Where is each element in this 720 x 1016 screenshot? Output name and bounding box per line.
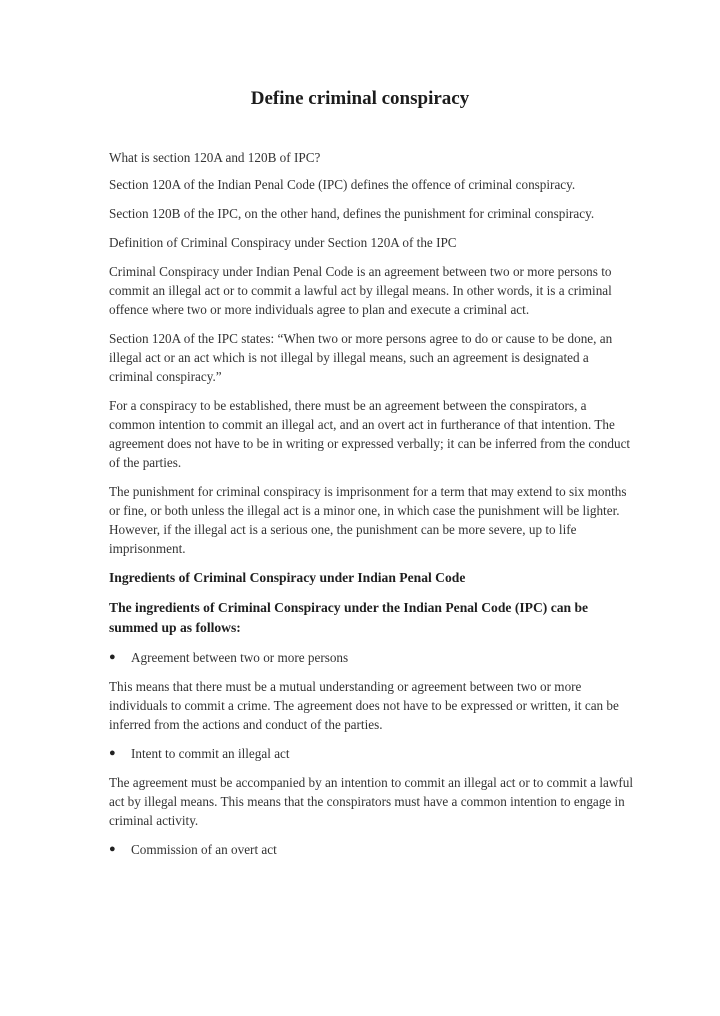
paragraph-intent: The agreement must be accompanied by an intention to commit an illegal act or to commit a lawful act by illegal means. This means that the conspirators must have a common intention to engage in criminal activity.: [109, 775, 634, 828]
list-item-text: Agreement between two or more persons: [131, 650, 349, 665]
list-item: [109, 744, 634, 763]
heading-ingredients: Ingredients of Criminal Conspiracy under Indian Penal Code: [109, 570, 466, 585]
paragraph-punishment: The punishment for criminal conspiracy is imprisonment for a term that may extend to six months or fine, or both unless the illegal act is a minor one, in which case the punishment will be lighter. However, if the illegal act is a serious one, the punishment can be more severe, up to life imprisonment.: [109, 484, 627, 556]
paragraph-question: What is section 120A and 120B of IPC?: [109, 150, 321, 165]
paragraph-section-120a: Section 120A of the Indian Penal Code (IPC) defines the offence of criminal conspiracy.: [109, 177, 576, 192]
list-item: [109, 648, 634, 667]
paragraph-section-quote: Section 120A of the IPC states: “When two or more persons agree to do or cause to be done, an illegal act or an act which is not illegal by illegal means, such an agreement is designated a criminal conspiracy.”: [109, 331, 613, 384]
paragraph-definition: Criminal Conspiracy under Indian Penal Code is an agreement between two or more persons to commit an illegal act or to commit a lawful act by illegal means. In other words, it is a criminal offence where two or more individuals agree to plan and execute a criminal act.: [109, 264, 612, 317]
bullet-icon: ●: [109, 843, 116, 855]
list-item: [109, 840, 634, 859]
paragraph-agreement: This means that there must be a mutual understanding or agreement between two or more individuals to commit a crime. The agreement does not have to be expressed or written, it can be inferred from the actions and conduct of the parties.: [109, 679, 619, 732]
paragraph-establishment: For a conspiracy to be established, there must be an agreement between the conspirators, a common intention to commit an illegal act, and an overt act in furtherance of that intention. The agreement does not have to be in writing or expressed verbally; it can be inferred from the conduct of the parties.: [109, 398, 631, 470]
list-item-text: Commission of an overt act: [131, 842, 277, 857]
document-title: Define criminal conspiracy: [250, 88, 470, 109]
bullet-icon: ●: [109, 747, 116, 759]
bullet-icon: ●: [109, 651, 116, 663]
paragraph-section-120b: Section 120B of the IPC, on the other hand, defines the punishment for criminal conspiracy.: [109, 206, 595, 221]
heading-ingredients-summary: The ingredients of Criminal Conspiracy under the Indian Penal Code (IPC) can be summed up as follows:: [109, 600, 589, 635]
document-body: [109, 148, 634, 869]
list-item-text: Intent to commit an illegal act: [131, 746, 290, 761]
paragraph-definition-heading: Definition of Criminal Conspiracy under Section 120A of the IPC: [109, 235, 457, 250]
